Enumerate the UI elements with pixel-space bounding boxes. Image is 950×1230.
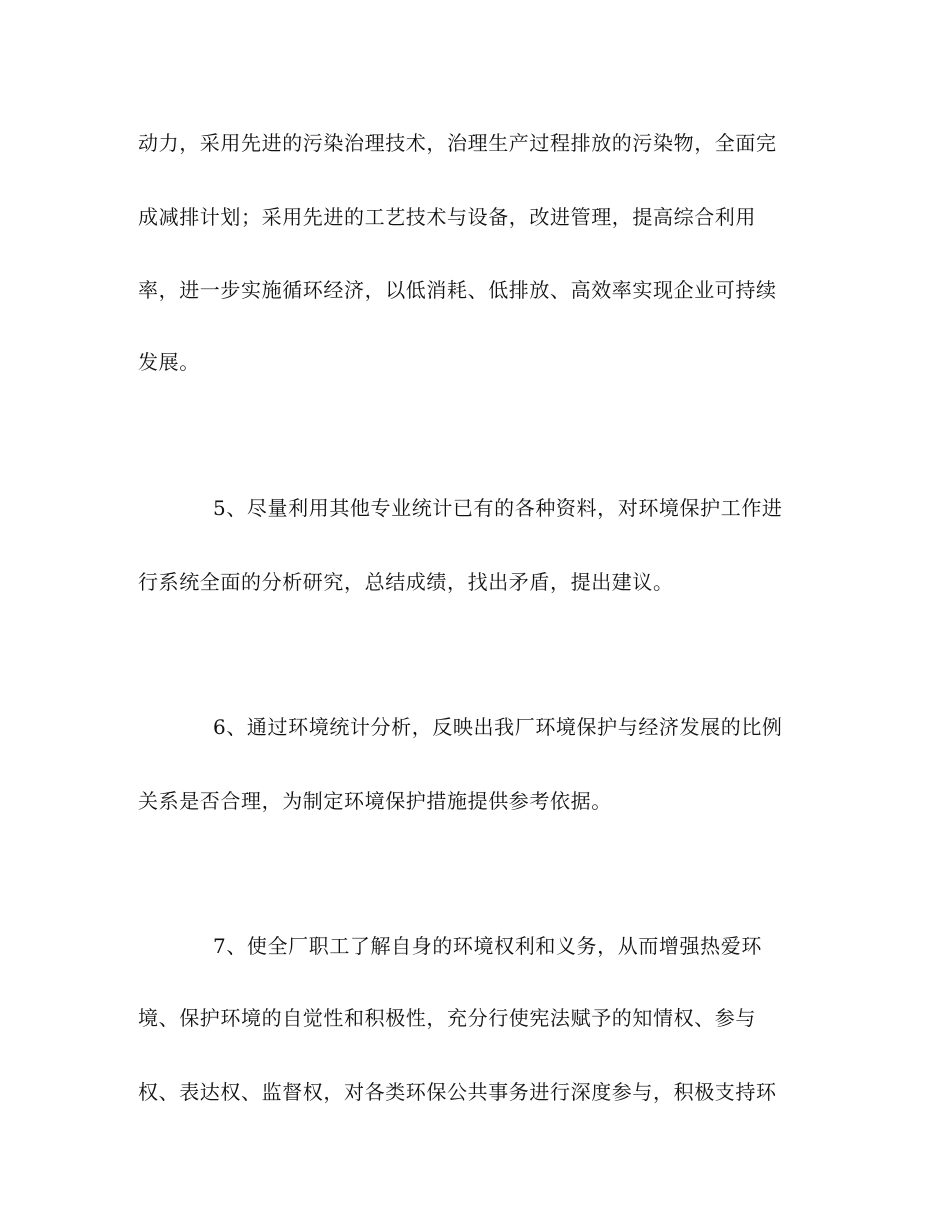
paragraph-6-line-2: 关系是否合理，为制定环境保护措施提供参考依据。 xyxy=(138,789,612,813)
paragraph-7-line-3: 权、表达权、监督权，对各类环保公共事务进行深度参与，积极支持环 xyxy=(138,1080,777,1104)
paragraph-7-line-2: 境、保护环境的自觉性和积极性，充分行使宪法赋予的知情权、参与 xyxy=(138,1006,756,1030)
paragraph-7-line-1: 7、使全厂职工了解自身的环境权利和义务，从而增强热爱环 xyxy=(213,934,762,958)
paragraph-5-line-2: 行系统全面的分析研究，总结成绩，找出矛盾，提出建议。 xyxy=(138,570,674,594)
paragraph-5-line-1: 5、尽量利用其他专业统计已有的各种资料，对环境保护工作进 xyxy=(213,496,783,520)
paragraph-6-line-1: 6、通过环境统计分析，反映出我厂环境保护与经济发展的比例 xyxy=(213,715,783,739)
paragraph-1-line-1: 动力，采用先进的污染治理技术，治理生产过程排放的污染物，全面完 xyxy=(138,131,777,155)
paragraph-1-line-3: 率，进一步实施循环经济，以低消耗、低排放、高效率实现企业可持续 xyxy=(138,278,777,302)
paragraph-1-line-2: 成减排计划；采用先进的工艺技术与设备，改进管理，提高综合利用 xyxy=(138,205,756,229)
paragraph-1-line-4: 发展。 xyxy=(138,350,200,374)
